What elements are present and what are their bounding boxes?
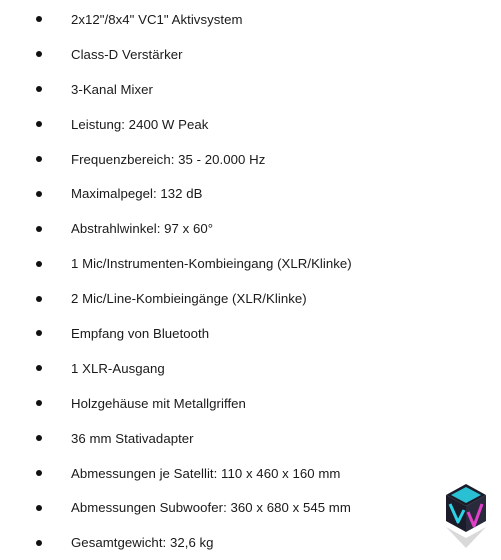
spec-text: Empfang von Bluetooth <box>71 325 210 341</box>
bullet-icon <box>36 330 42 336</box>
spec-text: 1 Mic/Instrumenten-Kombieingang (XLR/Klinke) <box>71 256 352 272</box>
spec-text: Frequenzbereich: 35 - 20.000 Hz <box>71 151 266 167</box>
spec-text: 1 XLR-Ausgang <box>71 360 165 376</box>
bullet-icon <box>36 435 42 441</box>
bullet-icon <box>36 365 42 371</box>
spec-text: Class-D Verstärker <box>71 46 183 62</box>
spec-item <box>0 211 501 246</box>
spec-item <box>0 281 501 316</box>
bullet-icon <box>36 540 42 546</box>
spec-text: Abstrahlwinkel: 97 x 60° <box>71 221 214 237</box>
bullet-icon <box>36 16 42 22</box>
spec-text: 2 Mic/Line-Kombieingänge (XLR/Klinke) <box>71 291 307 307</box>
spec-text: Abmessungen je Satellit: 110 x 460 x 160 mm <box>71 465 341 481</box>
spec-item <box>0 246 501 281</box>
bullet-icon <box>36 191 42 197</box>
bullet-icon <box>36 400 42 406</box>
cube-logo-icon <box>444 482 488 552</box>
spec-item <box>0 490 501 525</box>
spec-item <box>0 142 501 177</box>
spec-text: Gesamtgewicht: 32,6 kg <box>71 535 214 551</box>
spec-text: 2x12"/8x4" VC1" Aktivsystem <box>71 11 243 27</box>
bullet-icon <box>36 86 42 92</box>
bullet-icon <box>36 156 42 162</box>
spec-item <box>0 107 501 142</box>
spec-text: 3-Kanal Mixer <box>71 81 154 97</box>
bullet-icon <box>36 121 42 127</box>
bullet-icon <box>36 296 42 302</box>
spec-item <box>0 421 501 456</box>
spec-item <box>0 525 501 560</box>
spec-item <box>0 72 501 107</box>
spec-item <box>0 176 501 211</box>
spec-text: 36 mm Stativadapter <box>71 430 194 446</box>
spec-item <box>0 386 501 421</box>
spec-text: Leistung: 2400 W Peak <box>71 116 209 132</box>
spec-text: Abmessungen Subwoofer: 360 x 680 x 545 mm <box>71 500 351 516</box>
spec-item <box>0 456 501 491</box>
spec-item <box>0 37 501 72</box>
bullet-icon <box>36 470 42 476</box>
bullet-icon <box>36 226 42 232</box>
bullet-icon <box>36 261 42 267</box>
bullet-icon <box>36 51 42 57</box>
bullet-icon <box>36 505 42 511</box>
spec-text: Holzgehäuse mit Metallgriffen <box>71 395 246 411</box>
spec-item <box>0 2 501 37</box>
spec-text: Maximalpegel: 132 dB <box>71 186 203 202</box>
spec-item <box>0 316 501 351</box>
spec-item <box>0 351 501 386</box>
